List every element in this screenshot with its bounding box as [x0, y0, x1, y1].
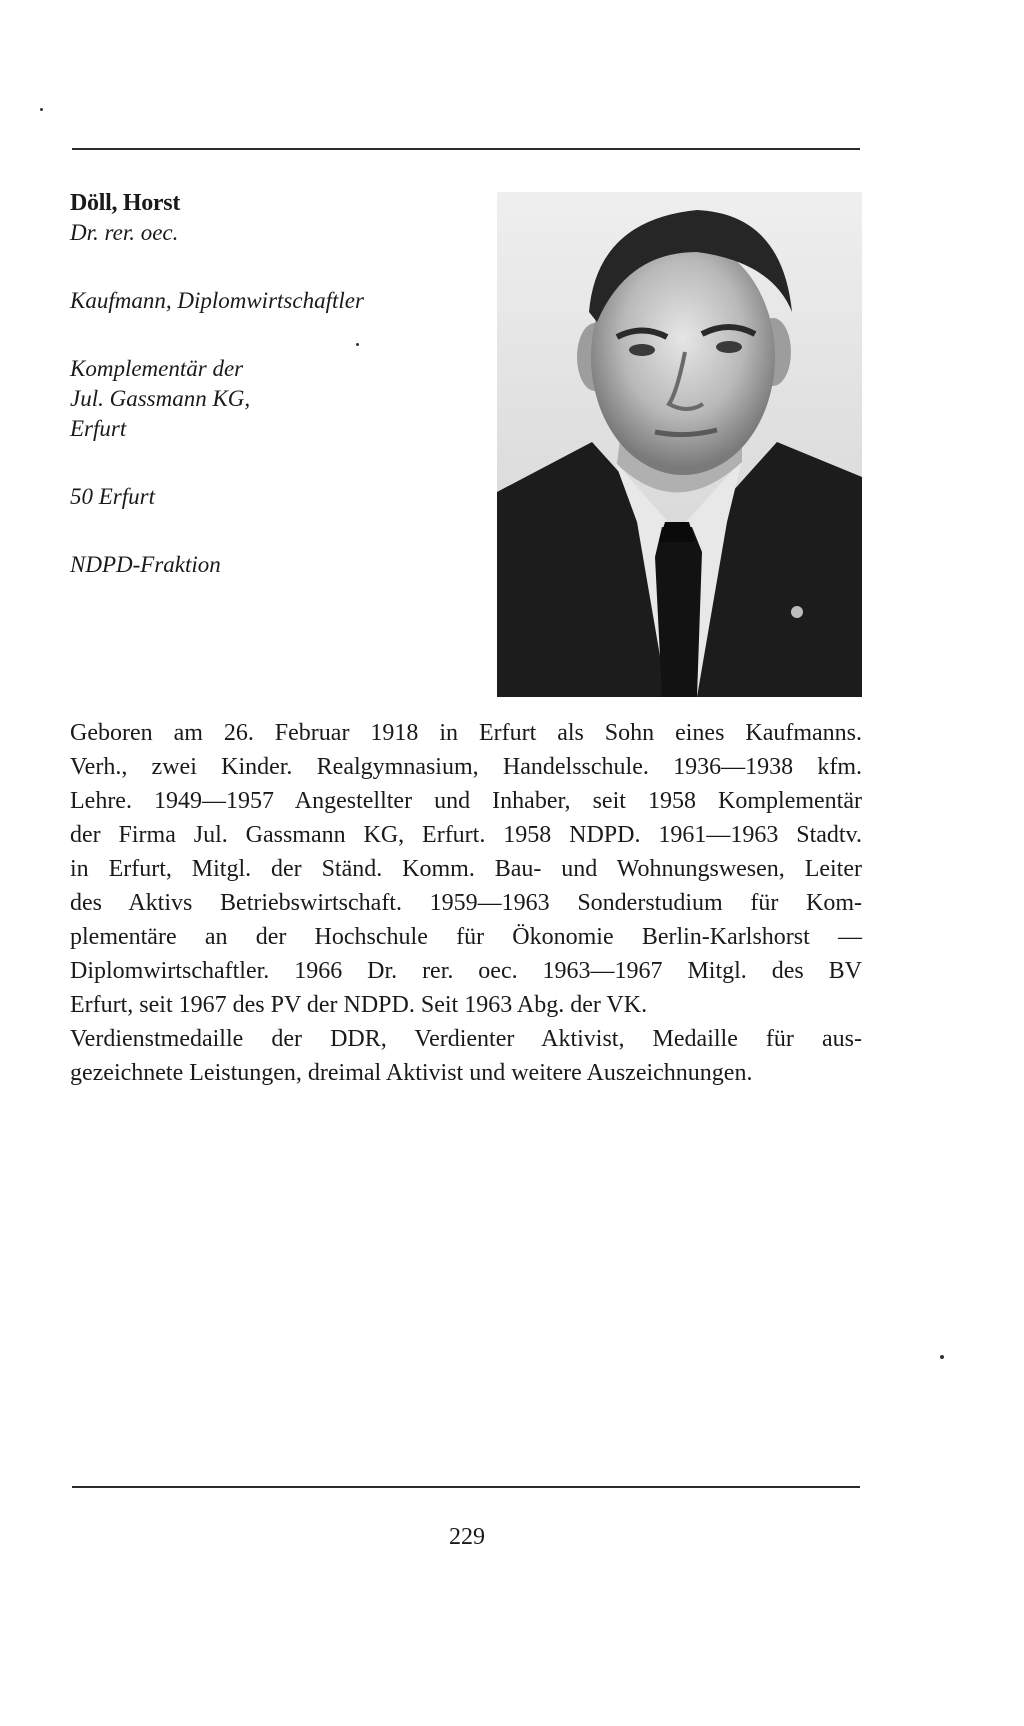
biography — [70, 716, 862, 1090]
faction: NDPD-Fraktion — [70, 552, 221, 577]
awards-line: gezeichnete Leistungen, dreimal Aktivist und weitere Auszeichnungen. — [70, 1060, 753, 1086]
position-line-2: Jul. Gassmann KG, — [70, 386, 251, 411]
person-name: Döll, Horst — [70, 190, 181, 216]
position-line-1: Komplementär der — [70, 356, 244, 381]
position-line-3: Erfurt — [70, 416, 127, 441]
bottom-rule — [72, 1486, 860, 1488]
bio-line: Erfurt, seit 1967 des PV der NDPD. Seit 1963 Abg. der VK. — [70, 992, 648, 1018]
scan-speck — [940, 1355, 944, 1359]
bio-line: der Firma Jul. Gassmann KG, Erfurt. 1958 NDPD. 1961—1963 Stadtv. — [70, 822, 862, 848]
bio-line: in Erfurt, Mitgl. der Ständ. Komm. Bau- und Wohnungswesen, Leiter — [70, 856, 862, 882]
bio-line: des Aktivs Betriebswirtschaft. 1959—1963 Sonderstudium für Kom- — [70, 890, 862, 916]
scan-speck — [40, 108, 43, 111]
portrait-photo — [497, 192, 862, 697]
top-rule — [72, 148, 860, 150]
bio-line: Diplomwirtschaftler. 1966 Dr. rer. oec. 1963—1967 Mitgl. des BV — [70, 958, 862, 984]
academic-degree: Dr. rer. oec. — [70, 220, 179, 245]
address: 50 Erfurt — [70, 484, 155, 509]
page-number: 229 — [449, 1524, 485, 1550]
bio-line: Verh., zwei Kinder. Realgymnasium, Handelsschule. 1936—1938 kfm. — [70, 754, 862, 780]
scan-speck — [356, 343, 359, 346]
bio-line: Geboren am 26. Februar 1918 in Erfurt als Sohn eines Kaufmanns. — [70, 720, 862, 746]
bio-line: Lehre. 1949—1957 Angestellter und Inhaber, seit 1958 Komplementär — [70, 788, 862, 814]
bio-line: plementäre an der Hochschule für Ökonomie Berlin-Karlshorst — — [70, 924, 862, 950]
awards-line: Verdienstmedaille der DDR, Verdienter Aktivist, Medaille für aus- — [70, 1026, 862, 1052]
profession: Kaufmann, Diplomwirtschaftler — [70, 288, 364, 313]
entry-header — [70, 188, 470, 580]
